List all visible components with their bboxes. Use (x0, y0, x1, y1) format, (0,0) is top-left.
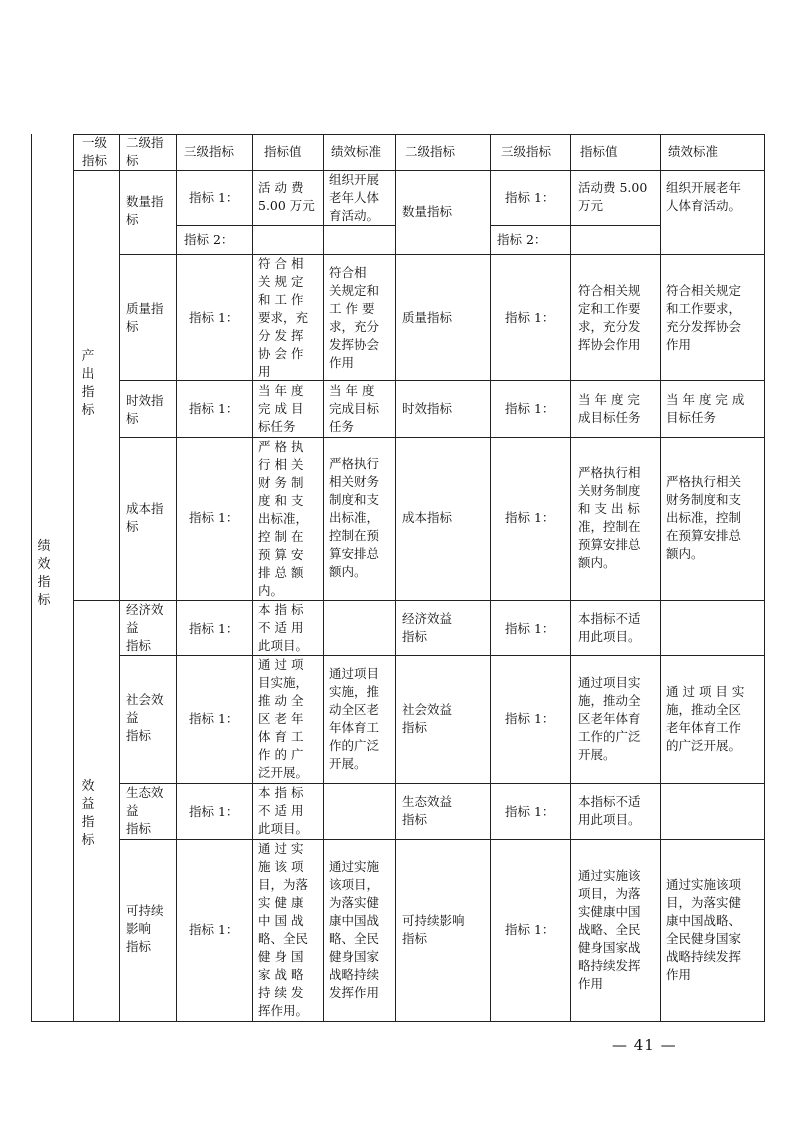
rule (119, 254, 764, 255)
sustainability-l3: 指标 1： (189, 922, 239, 937)
header-level2: 二级指 标 (126, 135, 164, 168)
timeliness-standard: 当 年 度 完成目标 任务 (329, 383, 380, 434)
cost-l2-b: 成本指标 (402, 510, 453, 525)
header-level2-b: 二级指标 (405, 144, 456, 159)
timeliness-l3: 指标 1： (189, 401, 239, 416)
quality-l2: 质量指 标 (126, 301, 164, 334)
quality-l2-b: 质量指标 (402, 310, 453, 325)
header-level1: 一级 指标 (82, 135, 108, 168)
sustainability-l2-b: 可持续影响 指标 (402, 913, 465, 946)
quantity-l3-2: 指标 2： (184, 232, 234, 247)
social-l2: 社会效 益 指标 (126, 692, 164, 743)
quality-standard: 符合相 关规定和 工 作 要 求，充分 发挥协会 作用 (329, 265, 380, 370)
timeliness-l3-b: 指标 1： (505, 401, 555, 416)
rule (395, 134, 396, 1022)
rule (119, 437, 764, 438)
quality-l3: 指标 1： (189, 310, 239, 325)
rule (490, 225, 660, 226)
sustainability-value: 通 过 实 施 该 项 目，为落 实 健 康 中 国 战 略、全民 健 身 国 家 战 略 持 续 发 挥作用。 (258, 841, 309, 1018)
quantity-standard-b: 组织开展老年 人体育活动。 (666, 180, 742, 213)
quantity-l3: 指标 1： (189, 190, 239, 205)
header-level3: 三级指标 (184, 144, 235, 159)
rule (119, 783, 764, 784)
rule (119, 655, 764, 656)
social-standard: 通过项目 实施，推 动全区老 年体育工 作的广泛 开展。 (329, 666, 380, 771)
sustainability-value-b: 通过实施该 项目，为落 实健康中国 战略、全民 健身国家战 略持续发挥 作用 (578, 868, 641, 991)
ecological-l3: 指标 1： (189, 804, 239, 819)
ecological-value-b: 本指标不适 用此项目。 (578, 794, 641, 827)
sustainability-standard: 通过实施 该项目， 为落实健 康中国战 略、全民 健身国家 战略持续 发挥作用 (329, 859, 380, 1000)
rule (570, 134, 571, 1022)
rule (764, 134, 765, 1022)
rule (176, 134, 177, 1022)
rule (119, 839, 764, 840)
rule (31, 1021, 764, 1022)
rule (119, 380, 764, 381)
cost-value: 严 格 执 行 相 关 财 务 制 度 和 支 出标准， 控 制 在 预 算 安 排 总 额 内。 (258, 439, 309, 598)
quantity-standard: 组织开展 老年人体 育活动。 (329, 172, 380, 223)
timeliness-value: 当 年 度 完 成 目 标任务 (258, 383, 304, 434)
cost-l2: 成本指 标 (126, 501, 164, 534)
rule (252, 134, 253, 1022)
social-standard-b: 通 过 项 目 实 施，推动全区 老年体育工作 的广泛开展。 (666, 684, 745, 753)
header-standard-b: 绩效标准 (668, 144, 719, 159)
rule (119, 134, 120, 1022)
quantity-l2-b: 数量指标 (402, 204, 453, 219)
rule (73, 134, 74, 1022)
header-value: 指标值 (264, 144, 302, 159)
quality-value: 符 合 相 关 规 定 和 工 作 要求，充 分 发 挥 协 会 作 用 (258, 256, 309, 379)
rule (660, 134, 661, 1022)
header-level3-b: 三级指标 (501, 144, 552, 159)
quality-standard-b: 符合相关规定 和工作要求， 充分发挥协会 作用 (666, 283, 742, 352)
timeliness-value-b: 当 年 度 完 成目标任务 (578, 392, 641, 425)
ecological-value: 本 指 标 不 适 用 此项目。 (258, 785, 309, 836)
social-value-b: 通过项目实 施，推动全 区老年体育 工作的广泛 开展。 (578, 675, 641, 762)
cost-l3: 指标 1： (189, 510, 239, 525)
economic-l2: 经济效 益 指标 (126, 602, 164, 653)
level1-output: 产出指标 (81, 349, 95, 418)
rule (323, 134, 324, 1022)
sustainability-standard-b: 通过实施该项 目，为落实健 康中国战略、 全民健身国家 战略持续发挥 作用 (666, 877, 742, 982)
cost-l3-b: 指标 1： (505, 510, 555, 525)
social-l2-b: 社会效益 指标 (402, 702, 453, 735)
quantity-l3-2-b: 指标 2： (497, 232, 547, 247)
header-value-b: 指标值 (580, 144, 618, 159)
social-value: 通 过 项 目实施， 推 动 全 区 老 年 体 育 工 作 的 广 泛开展。 (258, 657, 309, 780)
social-l3: 指标 1： (189, 711, 239, 726)
ecological-l3-b: 指标 1： (505, 804, 555, 819)
sustainability-l3-b: 指标 1： (505, 922, 555, 937)
level1-benefit: 效益指标 (81, 779, 95, 848)
quantity-value: 活 动 费 5.00 万元 (258, 180, 315, 213)
economic-l2-b: 经济效益 指标 (402, 611, 453, 644)
economic-value-b: 本指标不适 用此项目。 (578, 611, 641, 644)
economic-value: 本 指 标 不 适 用 此项目。 (258, 602, 309, 653)
economic-l3-b: 指标 1： (505, 621, 555, 636)
header-standard: 绩效标准 (331, 144, 382, 159)
quantity-l2: 数量指 标 (126, 194, 164, 227)
rule (31, 134, 32, 1022)
quality-l3-b: 指标 1： (505, 310, 555, 325)
level1-performance: 绩效指标 (37, 539, 51, 608)
rule (176, 225, 395, 226)
timeliness-l2-b: 时效指标 (402, 401, 453, 416)
social-l3-b: 指标 1： (505, 711, 555, 726)
cost-standard-b: 严格执行相关 财务制度和支 出标准，控制 在预算安排总 额内。 (666, 474, 742, 561)
economic-l3: 指标 1： (189, 621, 239, 636)
cost-standard: 严格执行 相关财务 制度和支 出标准， 控制在预 算安排总 额内。 (329, 456, 380, 579)
page-number: — 41 — (612, 1036, 677, 1054)
ecological-l2-b: 生态效益 指标 (402, 794, 453, 827)
timeliness-l2: 时效指 标 (126, 393, 164, 426)
timeliness-standard-b: 当 年 度 完 成 目标任务 (666, 392, 745, 425)
cost-value-b: 严格执行相 关财务制度 和 支 出 标 准，控制在 预算安排总 额内。 (578, 465, 641, 570)
sustainability-l2: 可持续 影响 指标 (126, 903, 164, 954)
ecological-l2: 生态效 益 指标 (126, 785, 164, 836)
quantity-value-b: 活动费 5.00 万元 (578, 180, 648, 213)
rule (490, 134, 491, 1022)
quantity-l3-b: 指标 1： (505, 190, 555, 205)
quality-value-b: 符合相关规 定和工作要 求，充分发 挥协会作用 (578, 283, 641, 352)
